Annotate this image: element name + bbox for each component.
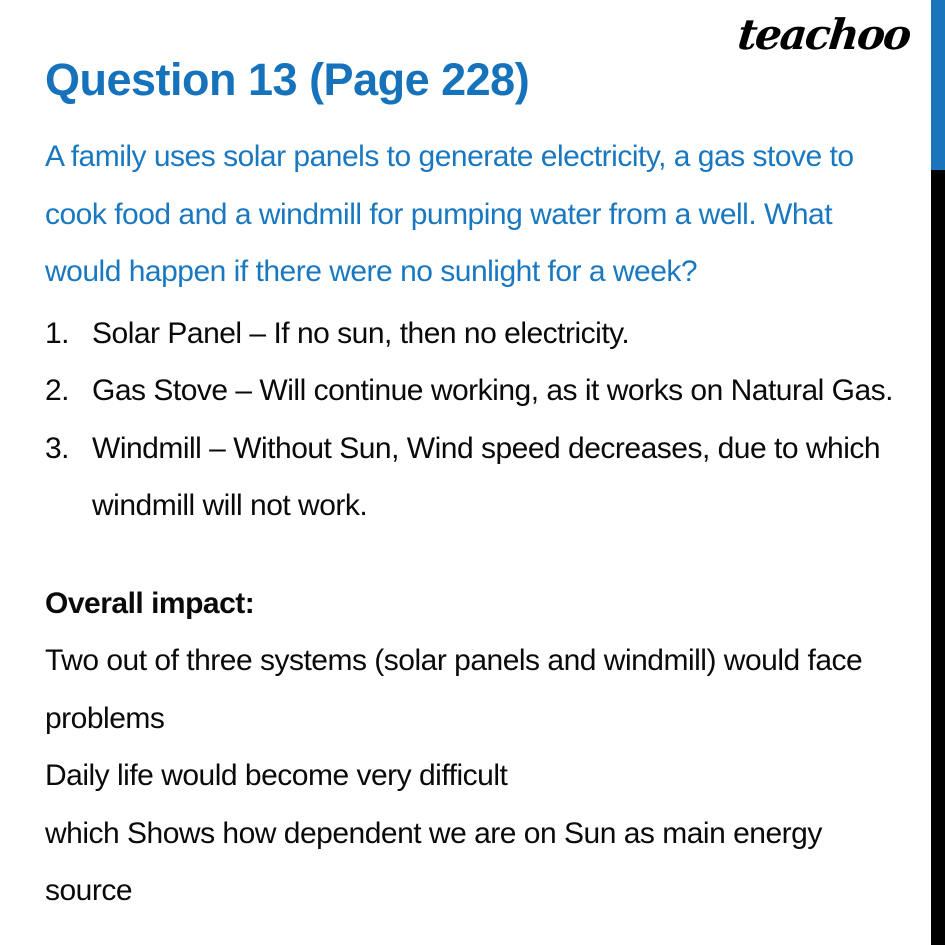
list-item-solar-panel bbox=[45, 305, 917, 363]
item-text bbox=[92, 362, 917, 420]
item-line: Solar Panel – If no sun, then no electricity. bbox=[92, 316, 630, 350]
impact-line: problems bbox=[45, 701, 165, 735]
impact-line: Daily life would become very difficult bbox=[45, 759, 508, 792]
impact-section bbox=[45, 575, 917, 920]
item-line: windmill will not work. bbox=[92, 489, 368, 522]
question-line: cook food and a windmill for pumping water from a well. What bbox=[45, 197, 833, 231]
item-line: Gas Stove – Will continue working, as it works on Natural Gas. bbox=[92, 374, 894, 407]
content-area bbox=[45, 52, 917, 920]
teachoo-logo: teachoo bbox=[734, 10, 912, 59]
question-line: would happen if there were no sunlight for a week? bbox=[45, 255, 698, 288]
right-accent-bar-blue bbox=[931, 0, 945, 170]
impact-heading: Overall impact: bbox=[45, 586, 255, 620]
item-number: 2. bbox=[45, 374, 70, 407]
page-title: Question 13 (Page 228) bbox=[45, 54, 530, 105]
item-text bbox=[92, 420, 917, 535]
item-line: Windmill – Without Sun, Wind speed decreases, due to which bbox=[92, 431, 881, 465]
item-text bbox=[92, 305, 917, 363]
item-number: 1. bbox=[45, 316, 70, 350]
impact-line: source bbox=[45, 874, 133, 907]
impact-line: Two out of three systems (solar panels and windmill) would face bbox=[45, 644, 863, 677]
question-text bbox=[45, 128, 917, 301]
impact-line: which Shows how dependent we are on Sun as main energy bbox=[45, 816, 822, 850]
answer-list bbox=[45, 305, 917, 535]
item-number: 3. bbox=[45, 431, 70, 465]
list-item-gas-stove bbox=[45, 362, 917, 420]
right-accent-bar-black bbox=[931, 170, 945, 945]
list-item-windmill bbox=[45, 420, 917, 535]
question-line: A family uses solar panels to generate electricity, a gas stove to bbox=[45, 140, 854, 173]
